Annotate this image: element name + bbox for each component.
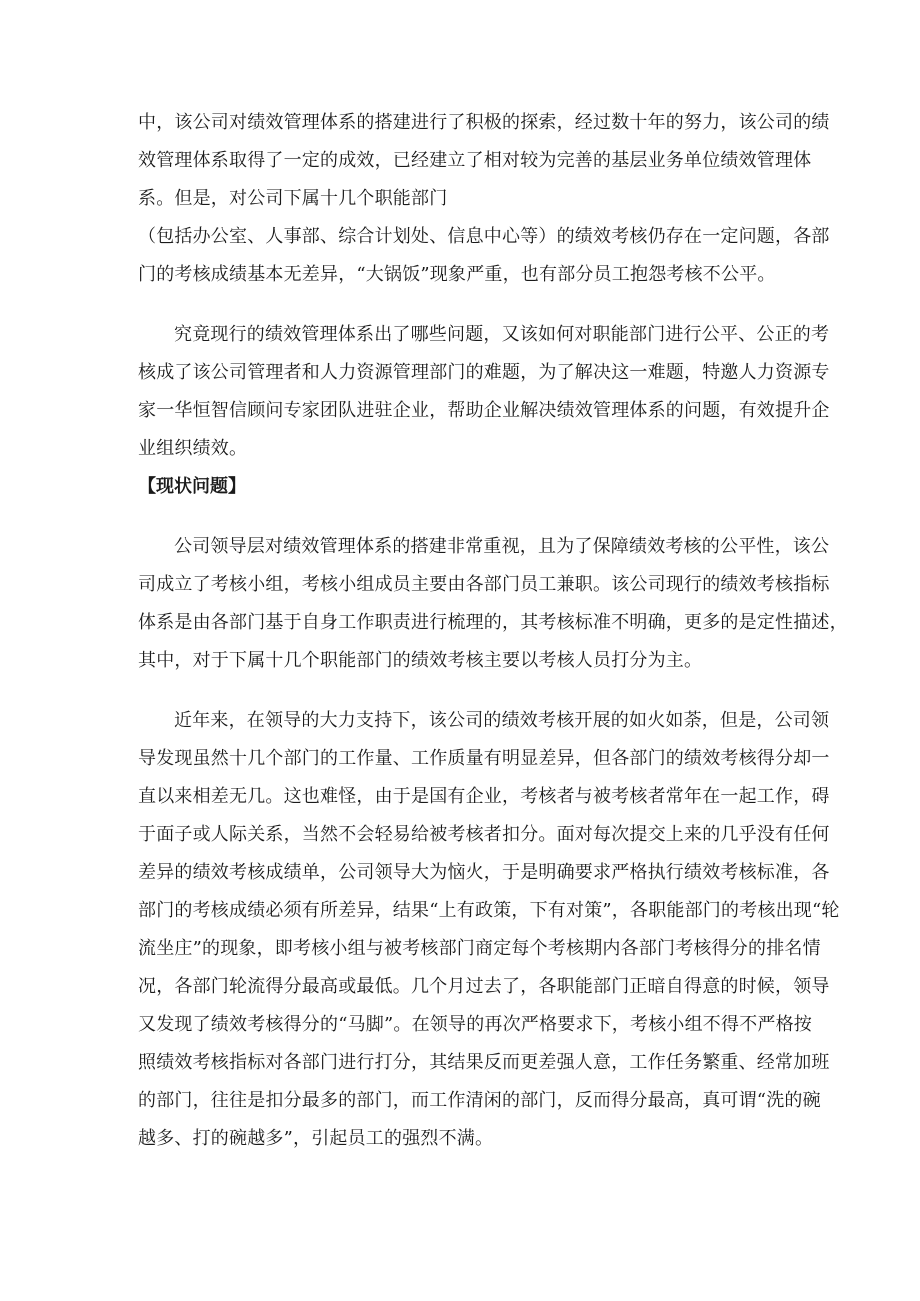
text-line: 照绩效考核指标对各部门进行打分，其结果反而更差强人意，工作任务繁重、经常加班	[138, 1052, 830, 1073]
text-line: 中，该公司对绩效管理体系的搭建进行了积极的探索，经过数十年的努力，该公司的绩	[138, 112, 830, 133]
text-line: 体系是由各部门基于自身工作职责进行梳理的，其考核标准不明确，更多的是定性描述，	[138, 612, 848, 633]
text-line: （包括办公室、人事部、综合计划处、信息中心等）的绩效考核仍存在一定问题，各部	[138, 226, 830, 247]
text-line: 司成立了考核小组，考核小组成员主要由各部门员工兼职。该公司现行的绩效考核指标	[138, 574, 830, 595]
text-line: 又发现了绩效考核得分的“马脚”。在领导的再次严格要求下，考核小组不得不严格按	[138, 1014, 813, 1035]
text-line: 其中，对于下属十几个职能部门的绩效考核主要以考核人员打分为主。	[138, 650, 703, 671]
text-line: 家一华恒智信顾问专家团队进驻企业，帮助企业解决绩效管理体系的问题，有效提升企	[138, 400, 830, 421]
text-line: 究竟现行的绩效管理体系出了哪些问题，又该如何对职能部门进行公平、公正的考	[174, 324, 830, 345]
text-line: 公司领导层对绩效管理体系的搭建非常重视，且为了保障绩效考核的公平性，该公	[174, 536, 830, 557]
text-line: 近年来，在领导的大力支持下，该公司的绩效考核开展的如火如荼，但是，公司领	[174, 710, 830, 731]
text-line: 系。但是，对公司下属十几个职能部门	[138, 188, 448, 209]
text-line: 直以来相差无几。这也难怪，由于是国有企业，考核者与被考核者常年在一起工作，碍	[138, 786, 830, 807]
text-line: 况，各部门轮流得分最高或最低。几个月过去了，各职能部门正暗自得意的时候，领导	[138, 976, 830, 997]
text-line: 越多、打的碗越多”，引起员工的强烈不满。	[138, 1128, 494, 1149]
text-line: 部门的考核成绩必须有所差异，结果“上有政策，下有对策”，各职能部门的考核出现“轮	[138, 900, 840, 921]
text-line: 效管理体系取得了一定的成效，已经建立了相对较为完善的基层业务单位绩效管理体	[138, 150, 812, 171]
text-line: 业组织绩效。	[138, 438, 248, 459]
section-heading: 【现状问题】	[138, 476, 246, 497]
text-line: 差异的绩效考核成绩单，公司领导大为恼火，于是明确要求严格执行绩效考核标准，各	[138, 862, 830, 883]
paragraph-intro-continuation	[138, 104, 830, 294]
text-line: 核成了该公司管理者和人力资源管理部门的难题，为了解决这一难题，特邀人力资源专	[138, 362, 830, 383]
text-line: 的部门，往往是扣分最多的部门，而工作清闲的部门，反而得分最高，真可谓“洗的碗	[138, 1090, 821, 1111]
text-line: 导发现虽然十几个部门的工作量、工作质量有明显差异，但各部门的绩效考核得分却一	[138, 748, 830, 769]
text-line: 流坐庄”的现象，即考核小组与被考核部门商定每个考核期内各部门考核得分的排名情	[138, 938, 821, 959]
paragraph-recent-years	[138, 702, 840, 1158]
text-line: 于面子或人际关系，当然不会轻易给被考核者扣分。面对每次提交上来的几乎没有任何	[138, 824, 830, 845]
paragraph-problem-question	[138, 316, 830, 468]
paragraph-current-status	[138, 528, 848, 680]
document-page	[138, 104, 848, 1158]
text-line: 门的考核成绩基本无差异，“大锅饭”现象严重，也有部分员工抱怨考核不公平。	[138, 264, 776, 285]
